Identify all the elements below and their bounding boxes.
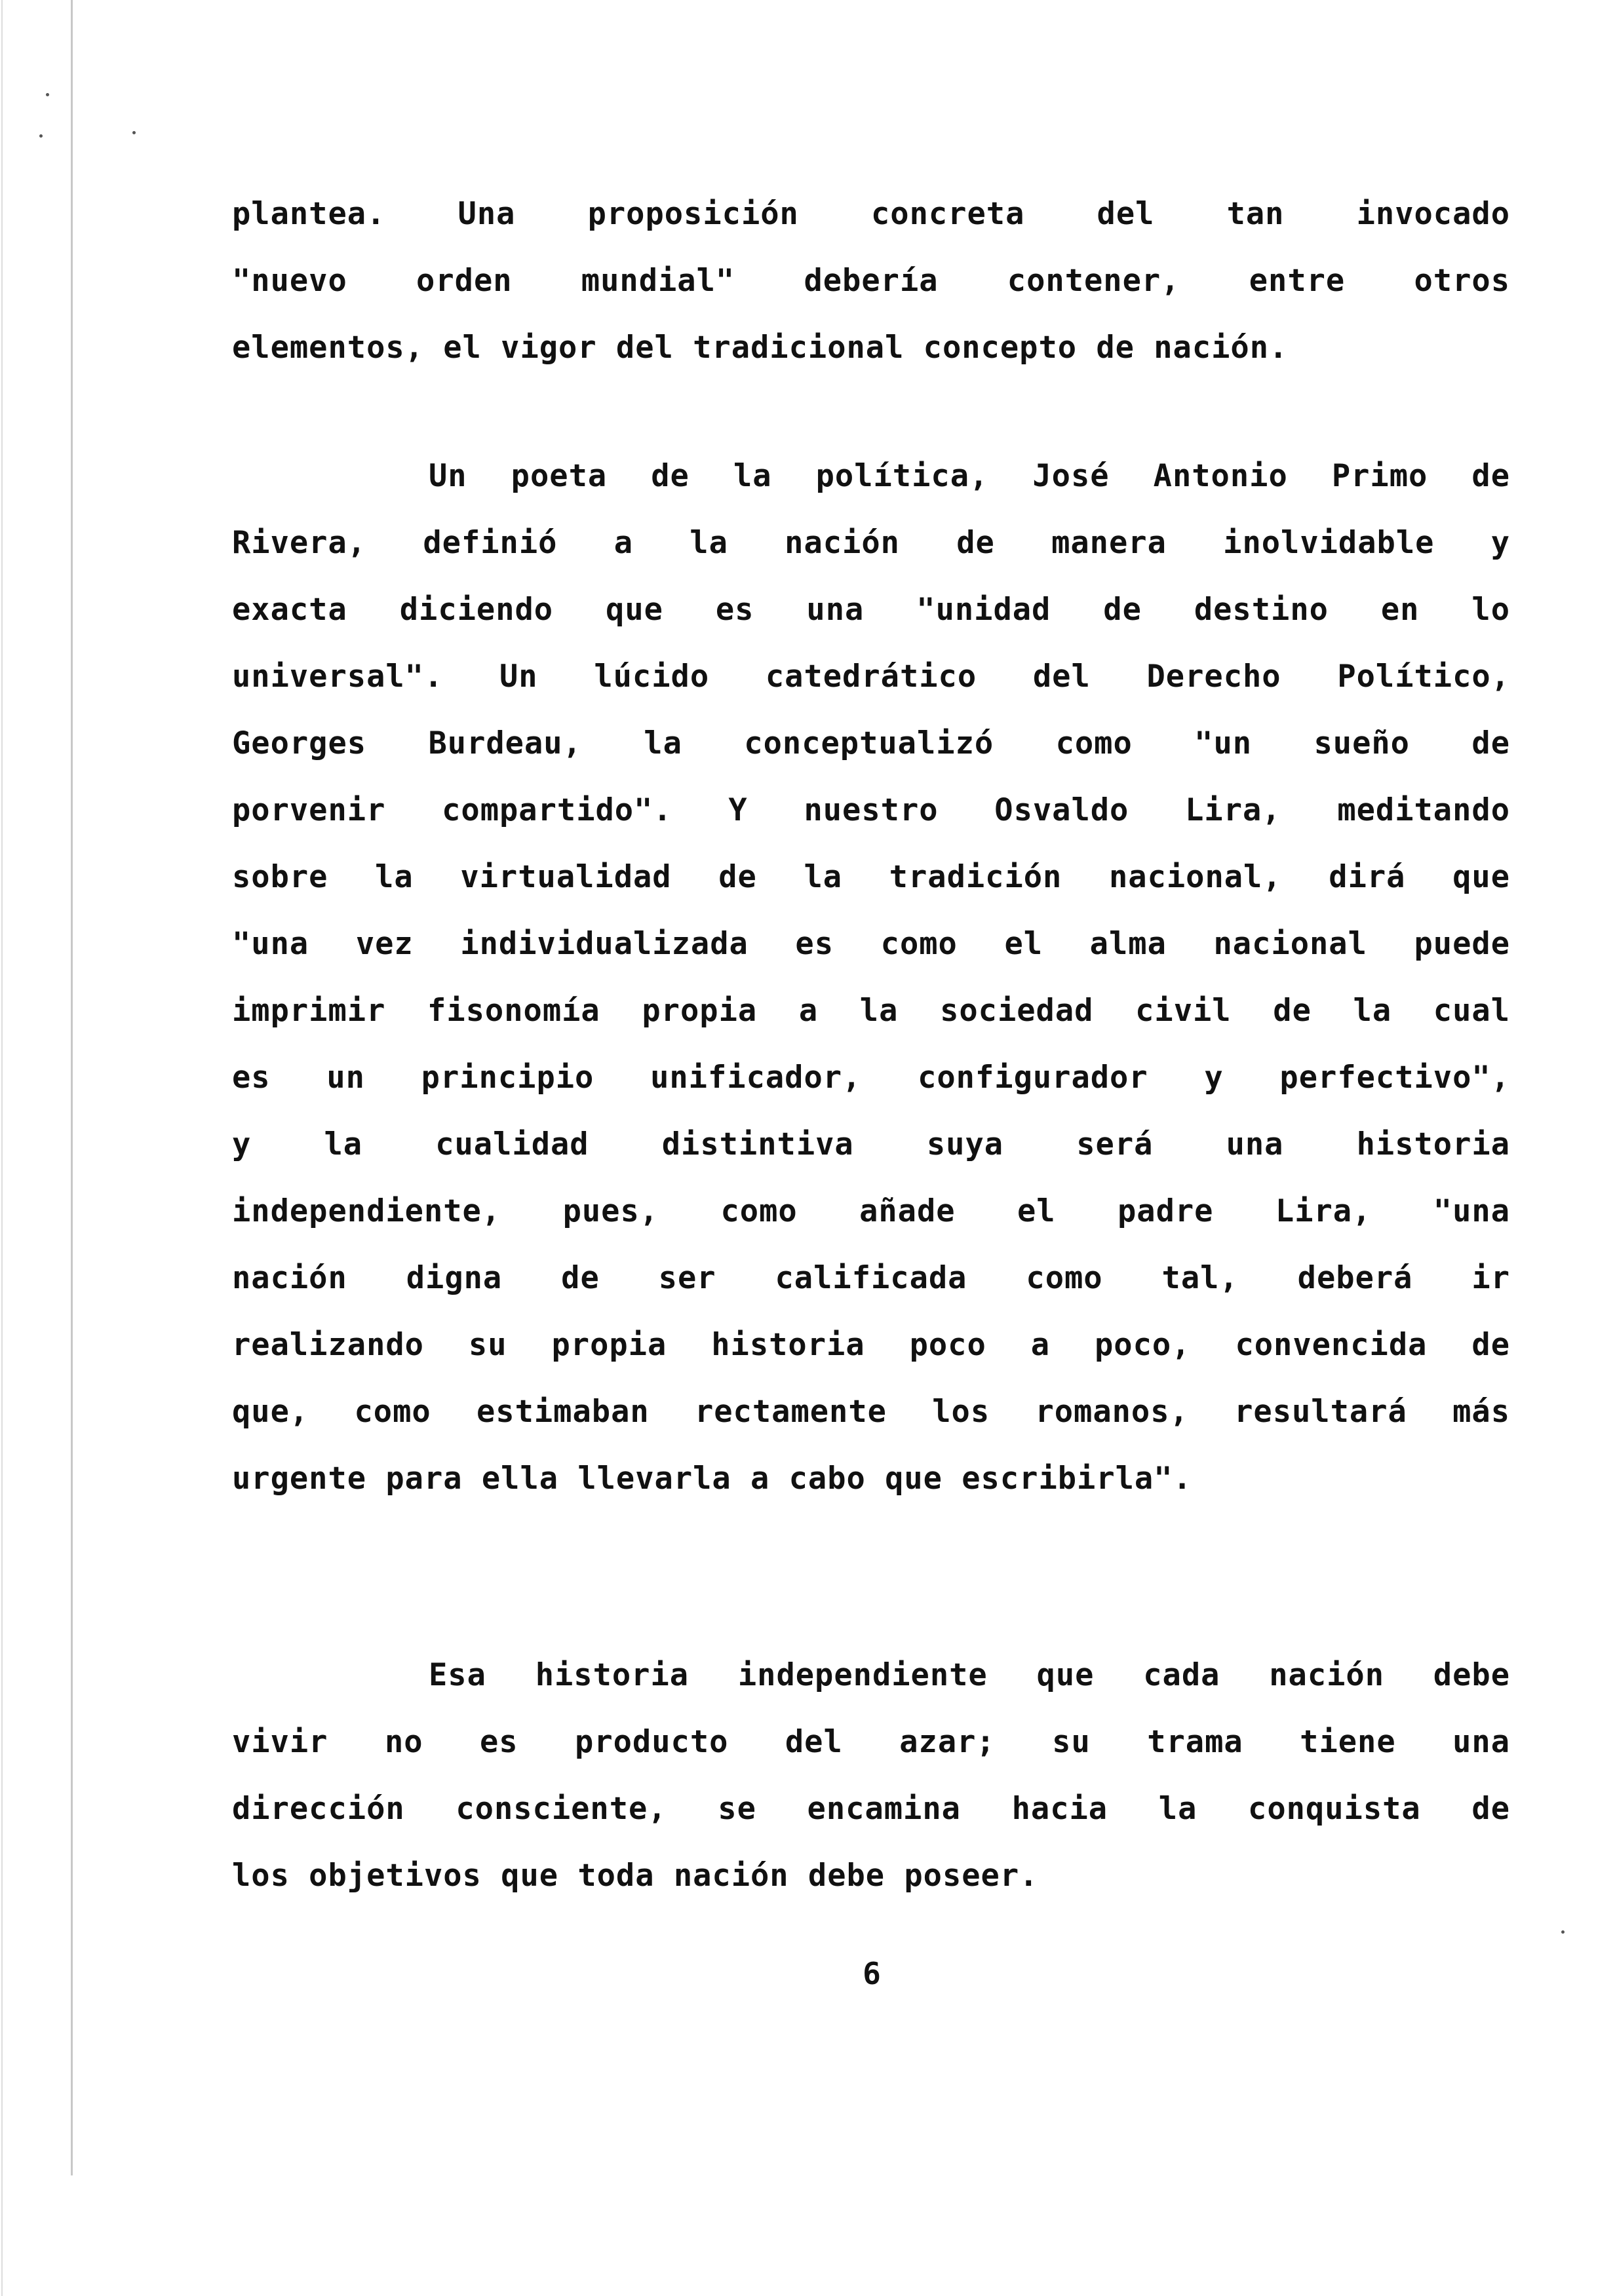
scan-speck: [46, 93, 49, 96]
text-line: Esa historia independiente que cada nación debe: [429, 1657, 1510, 1693]
page-number: 6: [863, 1956, 881, 1991]
text-line: Georges Burdeau, la conceptualizó como "un sueño de: [232, 725, 1510, 761]
text-line: es un principio unificador, configurador y perfectivo",: [232, 1060, 1510, 1096]
text-line: urgente para ella llevarla a cabo que escribirla".: [232, 1461, 1192, 1497]
paragraph-1: [232, 181, 1510, 381]
text-line: dirección consciente, se encamina hacia la conquista de: [232, 1791, 1510, 1827]
margin-rule-line: [71, 0, 73, 2175]
text-line: elementos, el vigor del tradicional concepto de nación.: [232, 330, 1289, 366]
text-line: que, como estimaban rectamente los romanos, resultará más: [232, 1394, 1510, 1430]
scan-speck: [1561, 1930, 1565, 1934]
paragraph-3: [232, 1642, 1510, 1909]
text-line: universal". Un lúcido catedrático del Derecho Político,: [232, 659, 1510, 695]
text-line: independiente, pues, como añade el padre Lira, "una: [232, 1193, 1510, 1229]
text-line: plantea. Una proposición concreta del tan invocado: [232, 196, 1510, 232]
text-line: y la cualidad distintiva suya será una historia: [232, 1126, 1510, 1162]
scan-speck: [39, 134, 43, 138]
text-line: Rivera, definió a la nación de manera inolvidable y: [232, 525, 1510, 561]
text-line: realizando su propia historia poco a poco, convencida de: [232, 1327, 1510, 1363]
text-line: vivir no es producto del azar; su trama tiene una: [232, 1724, 1510, 1760]
text-line: exacta diciendo que es una "unidad de destino en lo: [232, 592, 1510, 628]
text-line: los objetivos que toda nación debe poseer.: [232, 1858, 1039, 1894]
text-line: sobre la virtualidad de la tradición nacional, dirá que: [232, 859, 1510, 895]
text-line: porvenir compartido". Y nuestro Osvaldo Lira, meditando: [232, 792, 1510, 828]
text-line: imprimir fisonomía propia a la sociedad civil de la cual: [232, 993, 1510, 1029]
text-line: nación digna de ser calificada como tal, deberá ir: [232, 1260, 1510, 1296]
paragraph-2: [232, 443, 1510, 1512]
text-line: "una vez individualizada es como el alma nacional puede: [232, 926, 1510, 962]
text-line: "nuevo orden mundial" debería contener, entre otros: [232, 263, 1510, 299]
scan-speck: [132, 131, 136, 134]
text-line: Un poeta de la política, José Antonio Primo de: [429, 458, 1510, 494]
